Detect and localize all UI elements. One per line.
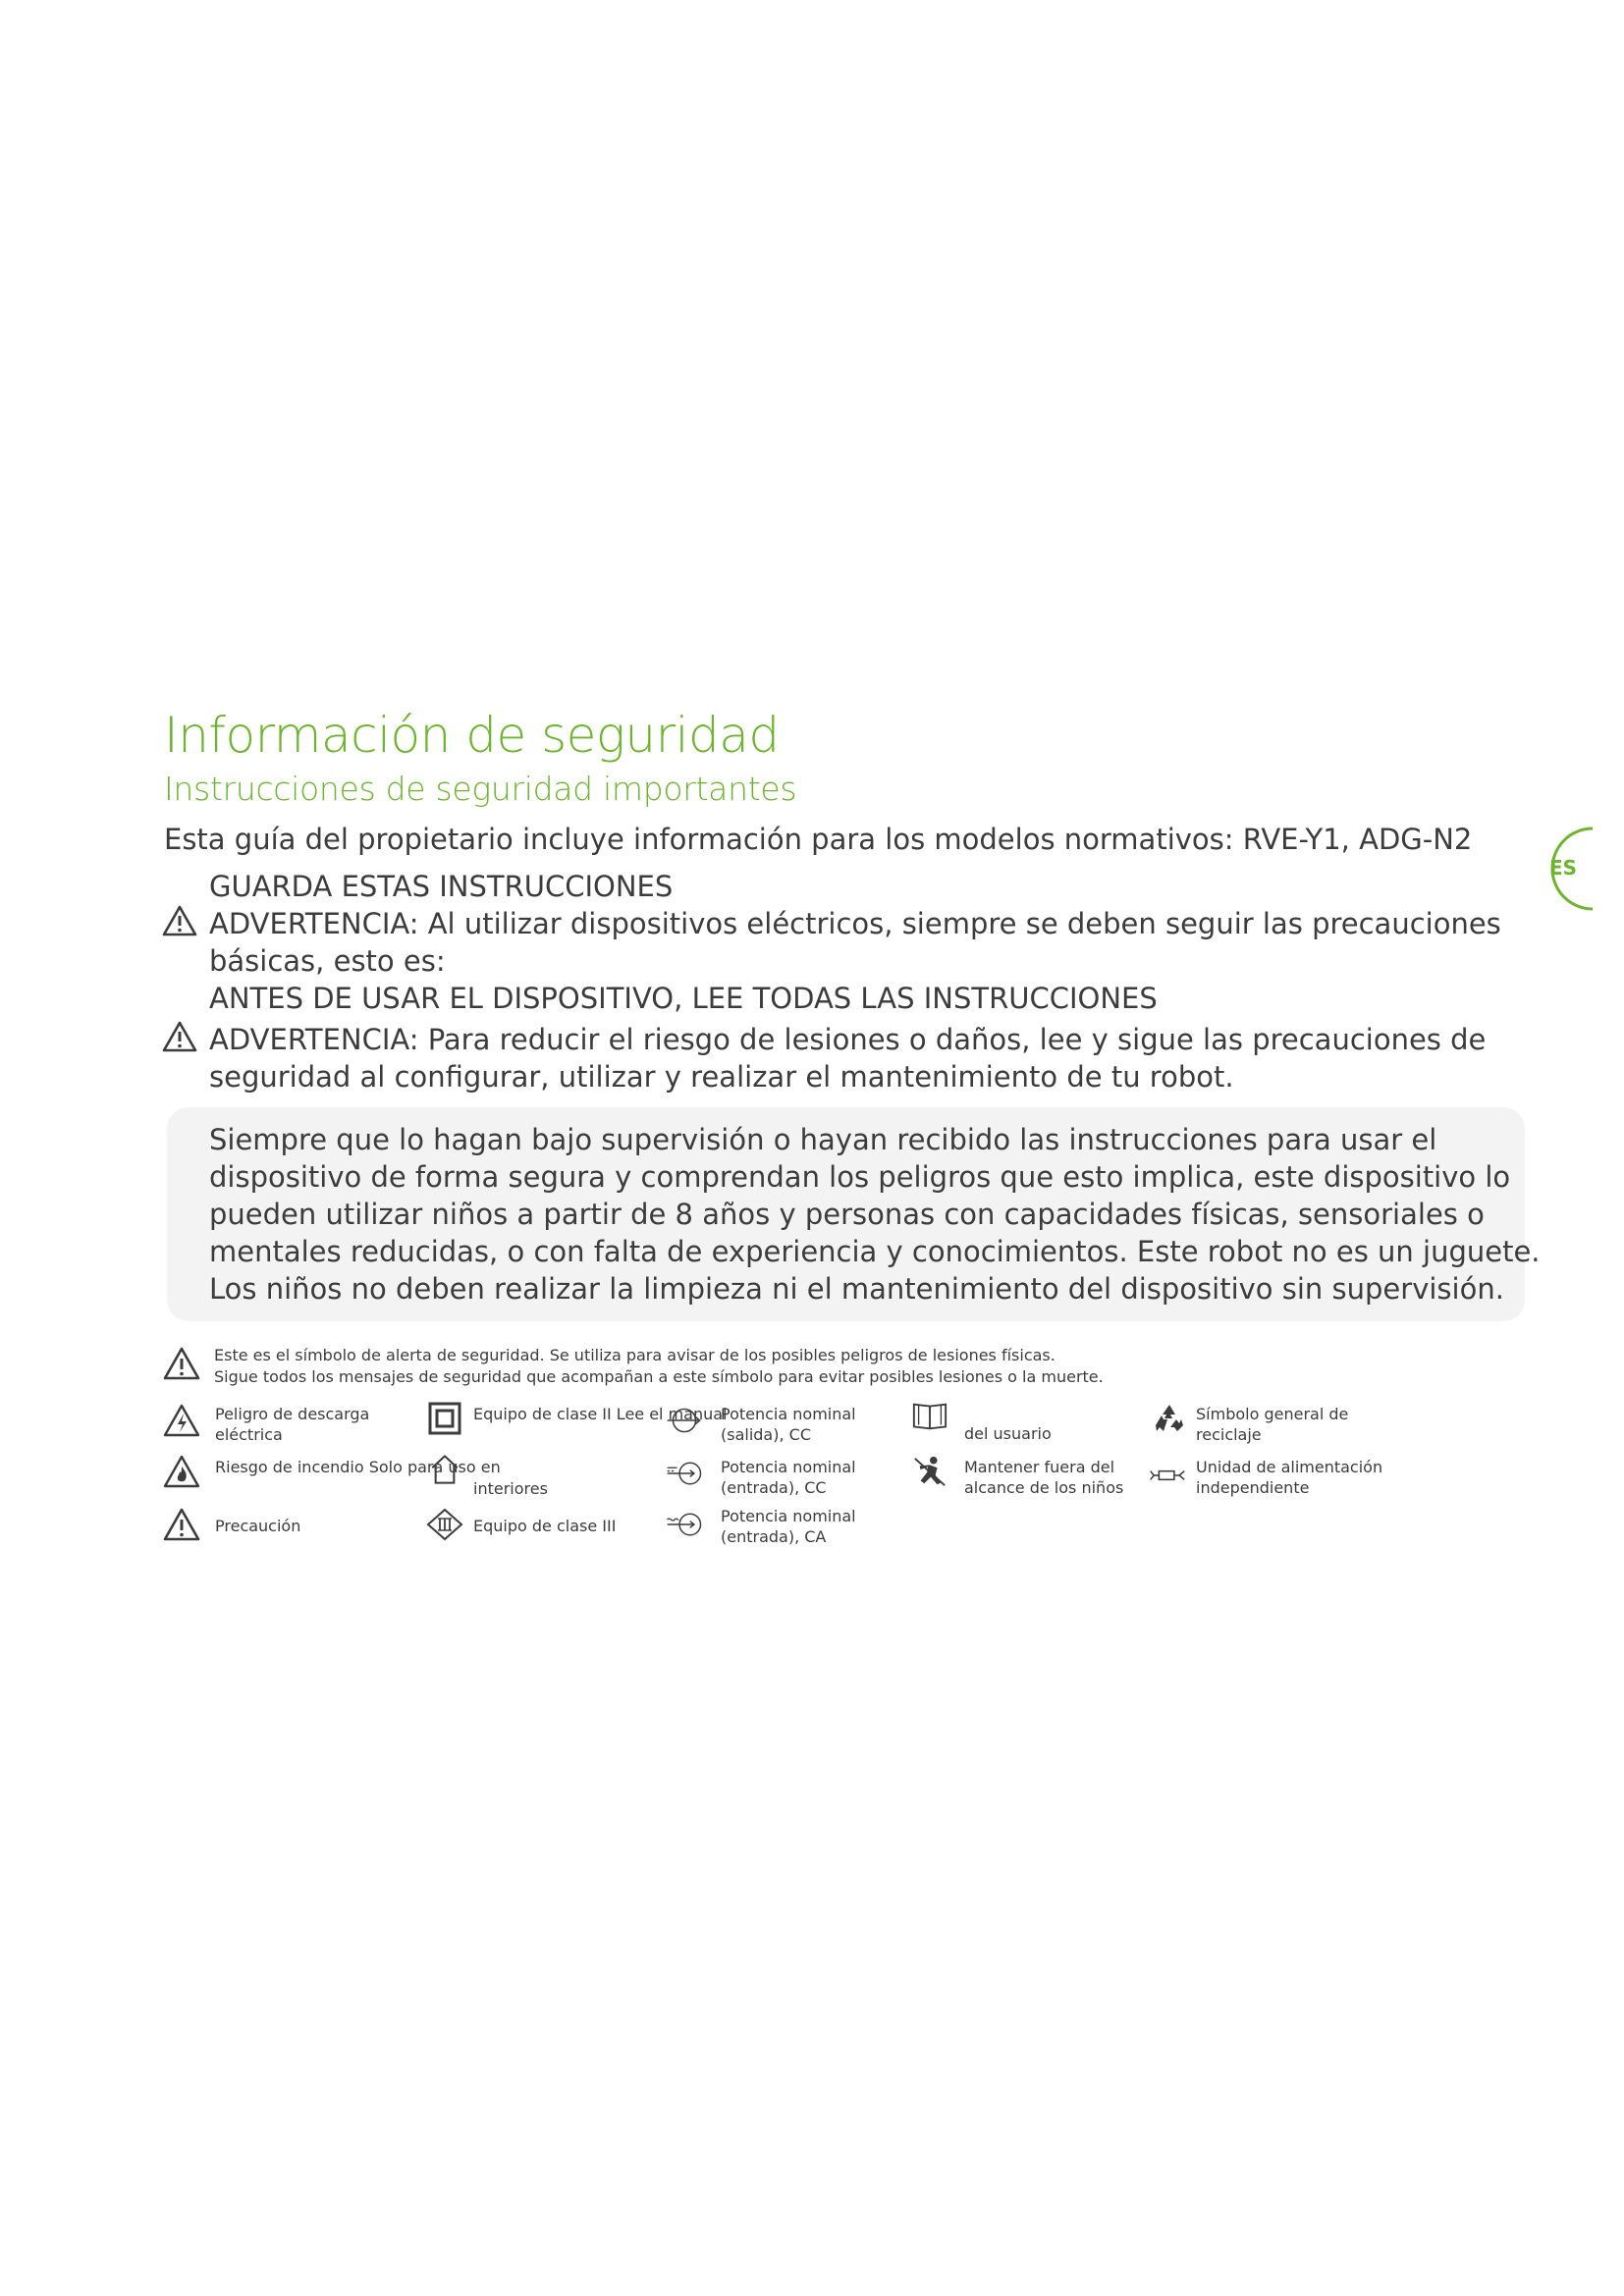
independent-power-supply-icon [1149,1459,1186,1492]
symbol-label-electric-shock: Peligro de descarga eléctrica [215,1405,370,1444]
intro-text: Esta guía del propietario incluye información para los modelos normativos: RVE-Y1, ADG-N2 [164,823,1473,856]
page-title: Información de seguridad [164,707,780,764]
panel-line: pueden utilizar niños a partir de 8 años y personas con capacidades físicas, sensoriales o [209,1198,1485,1231]
symbol-label-power-supply: Unidad de alimentación independiente [1196,1458,1383,1497]
warning-2-line-2: seguridad al configurar, utilizar y realizar el mantenimiento de tu robot. [209,1060,1234,1094]
symbol-label-input-ac: Potencia nominal (entrada), CA [721,1507,856,1546]
symbol-label-fire: Riesgo de incendio Solo para uso en [215,1458,501,1476]
warning-1-line-1: ADVERTENCIA: Al utilizar dispositivos eléctricos, siempre se deben seguir las precauciones [209,907,1501,940]
class-iii-equipment-icon [426,1508,463,1541]
safety-alert-text [214,1345,1104,1388]
safety-alert-line-2: Sigue todos los mensajes de seguridad que acompañan a este símbolo para evitar posibles lesiones o la muerte. [214,1367,1104,1386]
language-tab-arc [1534,827,1624,911]
keep-away-from-children-icon [911,1455,948,1488]
warning-triangle-icon [162,1021,197,1052]
symbol-label-user-manual: del usuario [964,1424,1052,1443]
symbol-label-class-iii: Equipo de clase III [473,1517,617,1535]
save-instructions-text: GUARDA ESTAS INSTRUCCIONES [209,870,674,903]
warning-2-line-1: ADVERTENCIA: Para reducir el riesgo de lesiones o daños, lee y sigue las precauciones de [209,1023,1487,1056]
panel-line: Los niños no deben realizar la limpieza ni el mantenimiento del dispositivo sin supervisión. [209,1272,1504,1306]
safety-alert-line-1: Este es el símbolo de alerta de seguridad. Se utiliza para avisar de los posibles peligros de lesiones físicas. [214,1346,1056,1364]
caution-icon [163,1508,200,1541]
rated-input-ac-icon [666,1508,703,1541]
indoor-use-house-icon [426,1453,463,1486]
symbol-label-children: Mantener fuera del alcance de los niños [964,1458,1124,1497]
class-ii-equipment-icon [426,1402,463,1435]
symbol-label-input-dc: Potencia nominal (entrada), CC [721,1458,856,1497]
electric-shock-icon [163,1404,200,1437]
language-tab-label: ES [1549,856,1578,880]
page-subtitle: Instrucciones de seguridad importantes [164,770,797,808]
supervision-panel-text [209,1121,1541,1308]
symbol-label-indoor: interiores [473,1479,548,1498]
panel-line: Siempre que lo hagan bajo supervisión o hayan recibido las instrucciones para usar el [209,1123,1437,1156]
symbol-label-recycle: Símbolo general de reciclaje [1196,1405,1349,1444]
user-manual-book-icon [911,1400,948,1433]
panel-line: mentales reducidas, o con falta de experiencia y conocimientos. Este robot no es un juguete. [209,1235,1541,1268]
safety-alert-icon [163,1347,200,1380]
warning-triangle-icon [162,905,197,936]
rated-input-dc-icon [666,1457,703,1490]
symbol-label-output-dc: Potencia nominal (salida), CC [721,1405,856,1444]
recycle-icon [1151,1402,1188,1435]
panel-line: dispositivo de forma segura y comprendan los peligros que esto implica, este dispositivo lo [209,1160,1511,1194]
fire-hazard-icon [163,1455,200,1488]
symbol-label-caution: Precaución [215,1517,301,1535]
warning-1-line-2: básicas, esto es: [209,944,446,978]
rated-output-dc-icon [666,1404,703,1437]
symbol-label-class-ii: Equipo de clase II Lee el manual [473,1405,728,1423]
read-all-text: ANTES DE USAR EL DISPOSITIVO, LEE TODAS LAS INSTRUCCIONES [209,982,1158,1015]
